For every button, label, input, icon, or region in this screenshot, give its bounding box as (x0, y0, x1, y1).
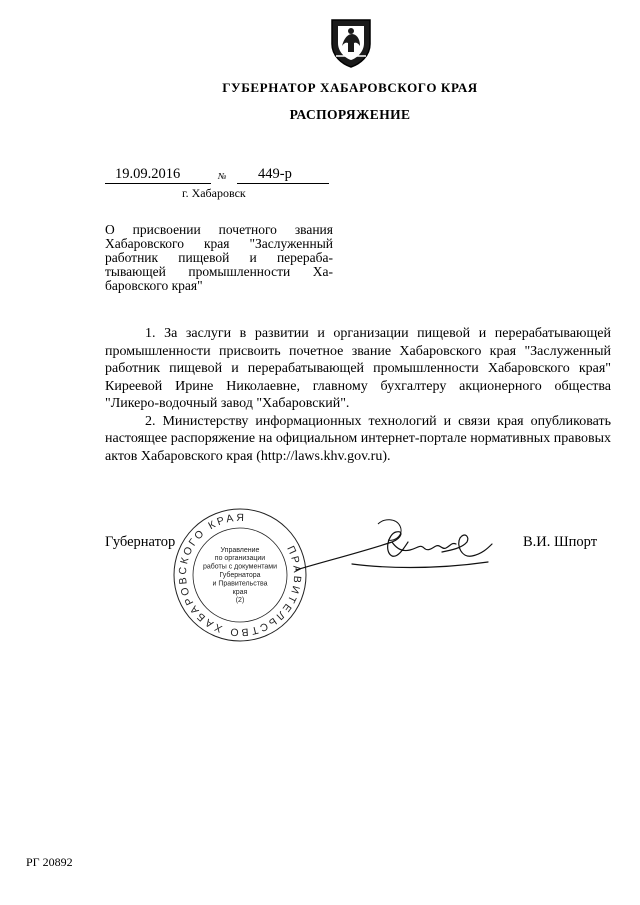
official-stamp (171, 506, 309, 644)
registry-code: РГ 20892 (26, 855, 73, 869)
stamp-inner-line: (2) (235, 597, 245, 605)
subject-line: работник пищевой и перераба- (105, 250, 333, 265)
stamp-inner-line: края (232, 588, 248, 596)
subject-line: баровского края" (105, 278, 203, 293)
subject-line: О присвоении почетного звания (105, 222, 333, 237)
place-of-issue: г. Хабаровск (182, 186, 246, 200)
document-subject (105, 223, 333, 293)
stamp-ring-text: ПРАВИТЕЛЬСТВО ХАБАРОВСКОГО КРАЯ (176, 511, 304, 639)
stamp-inner-line: Управление (220, 546, 260, 554)
document-body (105, 325, 611, 465)
body-paragraph: 1. За заслуги в развитии и организации пищевой и перерабатывающей промышленности присвоить почетное звание Хабаровского края "Заслуженный работник пищевой и перерабатывающей промышленности Хабаровского края" Киреевой Ирине Николаевне, главному бухгалтеру акционерного общества "Ликеро-водочный завод "Хабаровский". (105, 326, 611, 411)
document-date: 19.09.2016 (115, 166, 181, 182)
document-number: 449-р (258, 166, 292, 182)
stamp-inner-line: по организации (214, 555, 266, 563)
signatory-name: В.И. Шпорт (523, 534, 598, 550)
stamp-inner-line: Губернатора (219, 572, 261, 579)
document-type-title: РАСПОРЯЖЕНИЕ (289, 107, 411, 122)
subject-line: Хабаровского края "Заслуженный (105, 236, 333, 251)
stamp-inner-line: и Правительства (212, 580, 268, 588)
signatory-title: Губернатор (105, 534, 176, 550)
body-paragraph: 2. Министерству информационных технологий и связи края опубликовать настоящее распоряжение на официальном интернет-портале нормативных правовых актов Хабаровского края (http://laws.khv.gov.ru). (105, 413, 611, 464)
subject-line: тывающей промышленности Ха- (105, 264, 333, 279)
issuing-authority: ГУБЕРНАТОР ХАБАРОВСКОГО КРАЯ (222, 80, 478, 95)
stamp-inner-line: работы с документами (202, 563, 278, 571)
coat-of-arms-emblem (328, 16, 374, 68)
number-sign: № (218, 171, 227, 181)
handwritten-signature (292, 512, 497, 582)
